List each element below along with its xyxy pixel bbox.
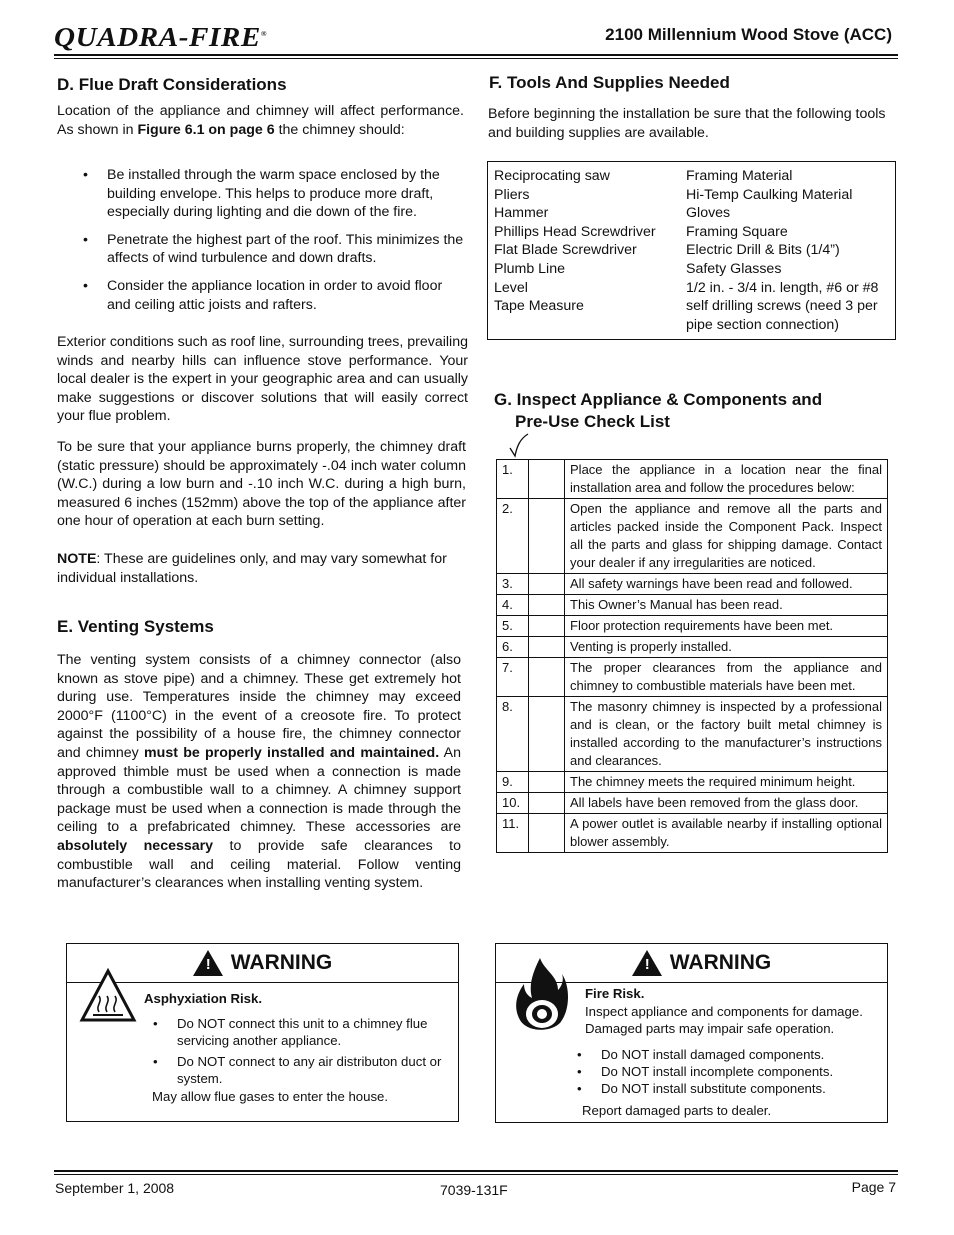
list-item: Plumb Line — [494, 260, 565, 277]
exterior-conditions-paragraph: Exterior conditions such as roof line, surrounding trees, prevailing winds and nearby hills can influence stove performance. Your local dealer is the expert in your geographic area and can usually make suggestions or discover solutions that will easily correct your flue problem. — [57, 334, 468, 425]
check-box — [529, 616, 565, 637]
item-number: 5. — [497, 616, 529, 637]
item-number: 4. — [497, 595, 529, 616]
fire-warning-closing: Report damaged parts to dealer. — [582, 1103, 772, 1118]
section-d-heading: D. Flue Draft Considerations — [57, 75, 287, 94]
item-text: Floor protection requirements have been met. — [565, 616, 888, 637]
section-f-intro: Before beginning the installation be sure that the following tools and building supplies are available. — [488, 106, 886, 141]
footer-doc-number: 7039-131F — [440, 1182, 508, 1198]
list-item: 1/2 in. - 3/4 in. length, #6 or #8 self drilling screws (need 3 per pipe section connection) — [686, 279, 879, 333]
check-box — [529, 658, 565, 697]
tools-supplies-box — [487, 161, 896, 340]
list-item: • Be installed through the warm space enclosed by the building envelope. This helps to produce more draft, especially during lighting and die down of the fire. — [57, 166, 464, 222]
fire-warning-box — [495, 943, 888, 1123]
list-item: • Do NOT connect this unit to a chimney flue servicing another appliance. — [127, 1015, 447, 1049]
table-row — [497, 595, 888, 616]
tools-list — [494, 167, 680, 316]
warning-triangle-icon: ! — [632, 950, 662, 976]
list-item: Hi-Temp Caulking Material — [686, 186, 853, 203]
footer-rule — [54, 1170, 898, 1172]
venting-paragraph: The venting system consists of a chimney connector (also known as stove pipe) and a chimney. These get extremely hot during use. Temperatures inside the chimney may exceed 2000°F (1100°C) in the event of a creosote fire. To protect against the possibility of a house fire, the chimney connector and chimney must be properly installed and maintained. An approved thimble must be used when a connection is made through a combustible wall to a chimney. A chimney support package must be used when a connection is made through the ceiling to a prefabricated chimney. These accessories are absolutely necessary to provide safe clearances to combustible wall and ceiling material. Follow venting manufacturer’s clearances when installing venting system. — [57, 652, 462, 892]
list-item: Hammer — [494, 205, 549, 222]
warning-header: ! WARNING — [496, 944, 887, 983]
asphyxiation-warning-closing: May allow flue gases to enter the house. — [152, 1089, 389, 1104]
item-text: All safety warnings have been read and followed. — [565, 574, 888, 595]
fire-warning-list — [551, 1046, 871, 1097]
table-row — [497, 460, 888, 499]
figure-reference: Figure 6.1 on page 6 — [137, 121, 275, 138]
asphyxiation-warning-box — [66, 943, 459, 1122]
item-number: 3. — [497, 574, 529, 595]
list-item: Reciprocating saw — [494, 168, 610, 184]
supplies-list — [686, 167, 894, 334]
brand-logo: QUADRA-FIRE® — [54, 22, 268, 52]
warning-header: ! WARNING — [67, 944, 458, 983]
list-item: • Do NOT install substitute components. — [551, 1080, 871, 1097]
header-rule-thin — [54, 58, 898, 59]
check-box — [529, 499, 565, 574]
table-row — [497, 697, 888, 772]
list-item: • Consider the appliance location in order to avoid floor and ceiling attic joists and rafters. — [57, 277, 464, 314]
item-number: 10. — [497, 793, 529, 814]
table-row — [497, 658, 888, 697]
table-row — [497, 574, 888, 595]
item-text: The masonry chimney is inspected by a professional and is clean, or the factory built metal chimney is installed according to the manufacturer’s instructions and clearances. — [565, 697, 888, 772]
list-item: Framing Square — [686, 223, 788, 240]
item-text: A power outlet is available nearby if installing optional blower assembly. — [565, 814, 888, 853]
note-paragraph: NOTE: These are guidelines only, and may vary somewhat for individual installations. — [57, 551, 447, 586]
check-box — [529, 637, 565, 658]
list-item: Safety Glasses — [686, 260, 782, 277]
item-text: Open the appliance and remove all the parts and articles packed inside the Component Pack. Inspect all the parts and glass for shipping damage. Contact your dealer if any irregularities are noticed. — [565, 499, 888, 574]
item-text: All labels have been removed from the glass door. — [565, 793, 888, 814]
section-g-heading: G. Inspect Appliance & Components and Pre-Use Check List — [494, 390, 823, 431]
asphyxiation-risk-label: Asphyxiation Risk. — [144, 991, 262, 1006]
check-box — [529, 793, 565, 814]
item-number: 8. — [497, 697, 529, 772]
item-number: 7. — [497, 658, 529, 697]
table-row — [497, 793, 888, 814]
item-text: The proper clearances from the appliance and chimney to combustible materials have been met. — [565, 658, 888, 697]
list-item: • Do NOT connect to any air distributon duct or system. — [127, 1053, 447, 1087]
chimney-requirements-list — [57, 166, 464, 323]
list-item: Pliers — [494, 186, 530, 203]
chimney-draft-paragraph: To be sure that your appliance burns properly, the chimney draft (static pressure) should be approximately -.04 inch water column (W.C.) during a low burn and -.10 inch W.C. during a high burn, measured 6 inches (152mm) above the top of the appliance after one hour of operation at each burn setting. — [57, 439, 466, 530]
check-box — [529, 574, 565, 595]
asphyxiation-warning-list — [127, 1015, 447, 1091]
item-number: 9. — [497, 772, 529, 793]
section-f-heading: F. Tools And Supplies Needed — [489, 73, 730, 92]
list-item: Level — [494, 279, 528, 296]
check-box — [529, 595, 565, 616]
item-number: 1. — [497, 460, 529, 499]
list-item: Framing Material — [686, 168, 793, 184]
table-row — [497, 772, 888, 793]
item-text: Place the appliance in a location near the final installation area and follow the procedures below: — [565, 460, 888, 499]
fire-warning-intro: Inspect appliance and components for damage. Damaged parts may impair safe operation. — [585, 1004, 863, 1036]
item-text: This Owner’s Manual has been read. — [565, 595, 888, 616]
header-rule — [54, 54, 898, 56]
list-item: Electric Drill & Bits (1/4”) — [686, 242, 840, 259]
item-number: 6. — [497, 637, 529, 658]
table-row — [497, 616, 888, 637]
item-number: 2. — [497, 499, 529, 574]
item-text: Venting is properly installed. — [565, 637, 888, 658]
item-number: 11. — [497, 814, 529, 853]
table-row — [497, 499, 888, 574]
list-item: Phillips Head Screwdriver — [494, 223, 656, 240]
section-d-intro: Location of the appliance and chimney will affect performance. As shown in Figure 6.1 on page 6 the chimney should: — [57, 103, 464, 138]
check-box — [529, 772, 565, 793]
flame-hazard-icon — [514, 956, 570, 1038]
table-row — [497, 637, 888, 658]
item-text: The chimney meets the required minimum height. — [565, 772, 888, 793]
check-box — [529, 814, 565, 853]
section-e-heading: E. Venting Systems — [57, 617, 214, 636]
list-item: Gloves — [686, 205, 731, 222]
list-item: Tape Measure — [494, 298, 584, 315]
fire-risk-label: Fire Risk. — [585, 986, 645, 1001]
list-item: • Penetrate the highest part of the roof. This minimizes the affects of wind turbulence and down drafts. — [57, 231, 464, 268]
footer-rule-thin — [54, 1174, 898, 1175]
check-list-table — [496, 459, 888, 853]
list-item: • Do NOT install incomplete components. — [551, 1063, 871, 1080]
document-title: 2100 Millennium Wood Stove (ACC) — [605, 25, 892, 44]
table-row — [497, 814, 888, 853]
warning-triangle-icon: ! — [193, 950, 223, 976]
checkmark-icon — [508, 432, 530, 458]
footer-page-number: Page 7 — [851, 1179, 896, 1195]
list-item: • Do NOT install damaged components. — [551, 1046, 871, 1063]
footer-date: September 1, 2008 — [55, 1180, 175, 1196]
check-box — [529, 460, 565, 499]
list-item: Flat Blade Screwdriver — [494, 242, 637, 259]
check-box — [529, 697, 565, 772]
